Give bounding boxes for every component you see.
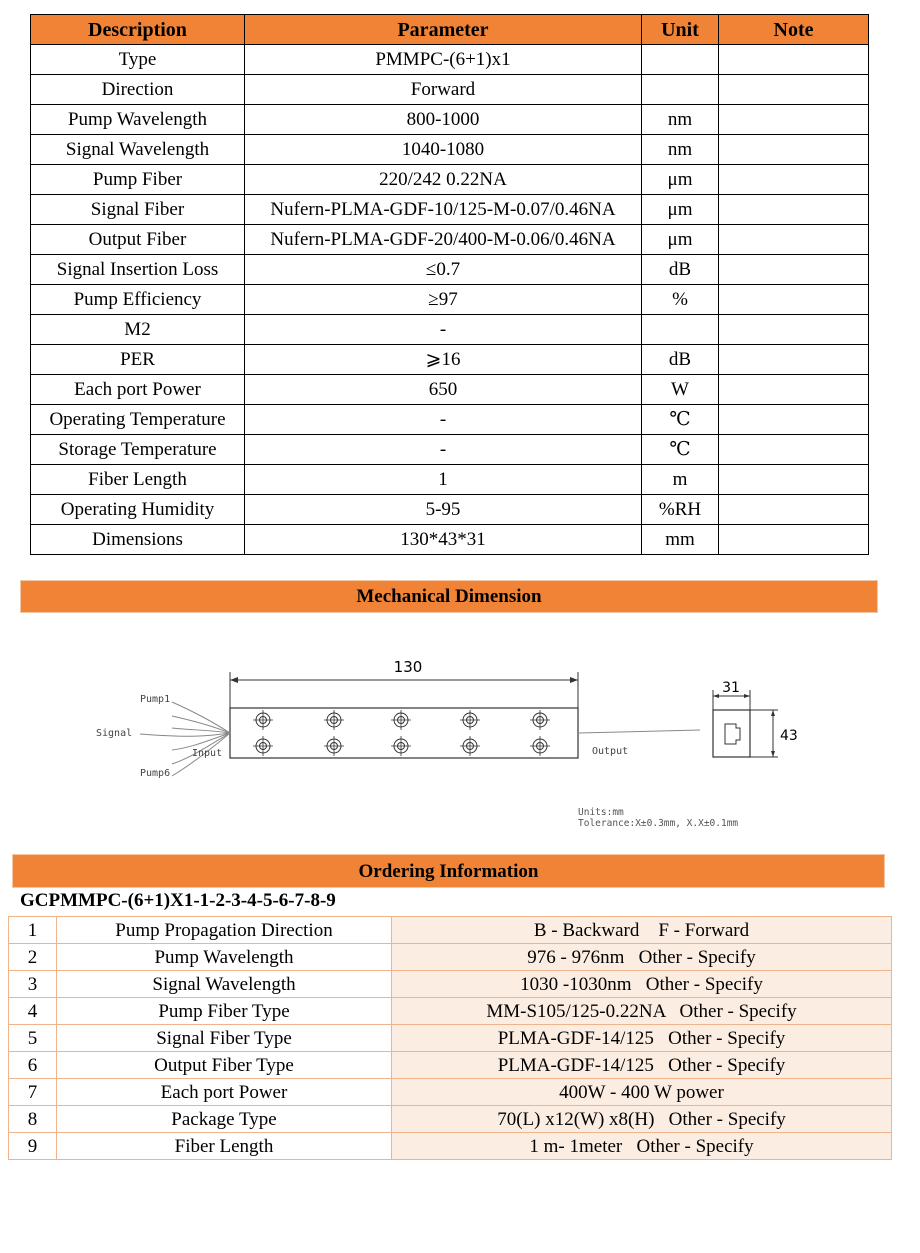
spec-note-cell (719, 375, 869, 405)
spec-description-cell: PER (31, 345, 245, 375)
spec-note-cell (719, 285, 869, 315)
spec-unit-cell: % (642, 285, 719, 315)
spec-parameter-cell: ≤0.7 (245, 255, 642, 285)
ordering-options-cell: 400W - 400 W power (392, 1079, 892, 1106)
ordering-row (9, 1079, 892, 1106)
tolerance-note: Tolerance:X±0.3mm, X.X±0.1mm (578, 818, 739, 829)
spec-row (31, 495, 869, 525)
spec-parameter-cell: 1040-1080 (245, 135, 642, 165)
spec-description-cell: Output Fiber (31, 225, 245, 255)
spec-parameter-cell: 650 (245, 375, 642, 405)
spec-description-cell: Signal Fiber (31, 195, 245, 225)
ordering-number-cell: 6 (9, 1052, 57, 1079)
spec-row (31, 105, 869, 135)
spec-note-cell (719, 165, 869, 195)
ordering-number-cell: 8 (9, 1106, 57, 1133)
ordering-options-cell: 1030 -1030nm Other - Specify (392, 971, 892, 998)
ordering-item-cell: Package Type (57, 1106, 392, 1133)
spec-unit-cell: dB (642, 255, 719, 285)
spec-row (31, 75, 869, 105)
spec-row (31, 165, 869, 195)
spec-note-cell (719, 105, 869, 135)
spec-parameter-cell: ⩾16 (245, 345, 642, 375)
spec-row (31, 375, 869, 405)
header-description: Description (31, 15, 245, 45)
spec-unit-cell (642, 315, 719, 345)
ordering-options-cell: 976 - 976nm Other - Specify (392, 944, 892, 971)
ordering-options-cell: 1 m- 1meter Other - Specify (392, 1133, 892, 1160)
ordering-row (9, 1133, 892, 1160)
spec-unit-cell: ℃ (642, 435, 719, 465)
pump1-label: Pump1 (140, 694, 171, 705)
spec-unit-cell: mm (642, 525, 719, 555)
input-label: Input (192, 748, 223, 759)
spec-parameter-cell: - (245, 405, 642, 435)
spec-note-cell (719, 405, 869, 435)
spec-unit-cell: μm (642, 195, 719, 225)
spec-note-cell (719, 195, 869, 225)
ordering-item-cell: Pump Propagation Direction (57, 917, 392, 944)
spec-note-cell (719, 495, 869, 525)
units-note: Units:mm (578, 807, 624, 818)
ordering-number-cell: 1 (9, 917, 57, 944)
output-fiber (578, 730, 700, 733)
ordering-item-cell: Fiber Length (57, 1133, 392, 1160)
spec-row (31, 135, 869, 165)
spec-parameter-cell: - (245, 315, 642, 345)
spec-parameter-cell: 130*43*31 (245, 525, 642, 555)
ordering-number-cell: 9 (9, 1133, 57, 1160)
ordering-item-cell: Pump Wavelength (57, 944, 392, 971)
spec-parameter-cell: Forward (245, 75, 642, 105)
spec-note-cell (719, 75, 869, 105)
ordering-item-cell: Pump Fiber Type (57, 998, 392, 1025)
spec-parameter-cell: Nufern-PLMA-GDF-10/125-M-0.07/0.46NA (245, 195, 642, 225)
ordering-number-cell: 4 (9, 998, 57, 1025)
output-label: Output (592, 746, 629, 757)
spec-unit-cell: nm (642, 105, 719, 135)
mechanical-dimension-title: Mechanical Dimension (20, 580, 878, 613)
ordering-table (8, 916, 892, 1160)
spec-row (31, 285, 869, 315)
header-unit: Unit (642, 15, 719, 45)
spec-description-cell: Operating Humidity (31, 495, 245, 525)
ordering-item-cell: Each port Power (57, 1079, 392, 1106)
spec-row (31, 45, 869, 75)
spec-row (31, 225, 869, 255)
spec-unit-cell: W (642, 375, 719, 405)
spec-note-cell (719, 345, 869, 375)
ordering-item-cell: Signal Wavelength (57, 971, 392, 998)
spec-description-cell: Pump Fiber (31, 165, 245, 195)
width-label: 31 (722, 680, 740, 696)
ordering-information-title: Ordering Information (12, 854, 885, 888)
spec-note-cell (719, 315, 869, 345)
ordering-options-cell: 70(L) x12(W) x8(H) Other - Specify (392, 1106, 892, 1133)
ordering-code: GCPMMPC-(6+1)X1-1-2-3-4-5-6-7-8-9 (20, 890, 336, 911)
spec-unit-cell: m (642, 465, 719, 495)
spec-row (31, 255, 869, 285)
ordering-row (9, 998, 892, 1025)
spec-parameter-cell: 220/242 0.22NA (245, 165, 642, 195)
spec-description-cell: Operating Temperature (31, 405, 245, 435)
spec-description-cell: Fiber Length (31, 465, 245, 495)
spec-unit-cell (642, 45, 719, 75)
spec-unit-cell: μm (642, 225, 719, 255)
spec-note-cell (719, 255, 869, 285)
spec-description-cell: Signal Wavelength (31, 135, 245, 165)
spec-parameter-cell: 5-95 (245, 495, 642, 525)
spec-unit-cell: μm (642, 165, 719, 195)
spec-note-cell (719, 465, 869, 495)
signal-label: Signal (96, 728, 133, 739)
spec-row (31, 525, 869, 555)
spec-description-cell: Direction (31, 75, 245, 105)
pump6-label: Pump6 (140, 768, 171, 779)
spec-parameter-cell: PMMPC-(6+1)x1 (245, 45, 642, 75)
spec-parameter-cell: 800-1000 (245, 105, 642, 135)
ordering-number-cell: 5 (9, 1025, 57, 1052)
ordering-row (9, 1106, 892, 1133)
spec-parameter-cell: 1 (245, 465, 642, 495)
spec-description-cell: Signal Insertion Loss (31, 255, 245, 285)
spec-description-cell: Dimensions (31, 525, 245, 555)
length-label: 130 (393, 658, 423, 676)
ordering-options-cell: MM-S105/125-0.22NA Other - Specify (392, 998, 892, 1025)
height-label: 43 (780, 728, 798, 744)
spec-description-cell: Type (31, 45, 245, 75)
spec-parameter-cell: Nufern-PLMA-GDF-20/400-M-0.06/0.46NA (245, 225, 642, 255)
spec-description-cell: M2 (31, 315, 245, 345)
spec-description-cell: Pump Wavelength (31, 105, 245, 135)
spec-unit-cell: nm (642, 135, 719, 165)
ordering-number-cell: 7 (9, 1079, 57, 1106)
spec-row (31, 345, 869, 375)
ordering-options-cell: PLMA-GDF-14/125 Other - Specify (392, 1025, 892, 1052)
spec-description-cell: Storage Temperature (31, 435, 245, 465)
ordering-options-cell: PLMA-GDF-14/125 Other - Specify (392, 1052, 892, 1079)
side-view (713, 710, 750, 757)
ordering-number-cell: 3 (9, 971, 57, 998)
ordering-row (9, 1025, 892, 1052)
spec-unit-cell: dB (642, 345, 719, 375)
spec-row (31, 435, 869, 465)
spec-note-cell (719, 525, 869, 555)
ordering-options-cell: B - Backward F - Forward (392, 917, 892, 944)
ordering-row (9, 917, 892, 944)
mechanical-drawing (0, 640, 920, 840)
spec-description-cell: Pump Efficiency (31, 285, 245, 315)
spec-description-cell: Each port Power (31, 375, 245, 405)
header-note: Note (719, 15, 869, 45)
spec-unit-cell (642, 75, 719, 105)
spec-note-cell (719, 135, 869, 165)
spec-parameter-cell: - (245, 435, 642, 465)
spec-note-cell (719, 435, 869, 465)
spec-parameter-cell: ≥97 (245, 285, 642, 315)
spec-unit-cell: %RH (642, 495, 719, 525)
ordering-item-cell: Signal Fiber Type (57, 1025, 392, 1052)
header-parameter: Parameter (245, 15, 642, 45)
ordering-row (9, 944, 892, 971)
ordering-row (9, 1052, 892, 1079)
ordering-number-cell: 2 (9, 944, 57, 971)
input-fibers (140, 702, 230, 776)
spec-unit-cell: ℃ (642, 405, 719, 435)
ordering-row (9, 971, 892, 998)
spec-row (31, 195, 869, 225)
spec-header-row (31, 15, 869, 45)
spec-row (31, 465, 869, 495)
spec-note-cell (719, 45, 869, 75)
spec-table (30, 14, 869, 555)
ordering-item-cell: Output Fiber Type (57, 1052, 392, 1079)
device-body (230, 708, 578, 758)
spec-row (31, 315, 869, 345)
spec-note-cell (719, 225, 869, 255)
spec-row (31, 405, 869, 435)
